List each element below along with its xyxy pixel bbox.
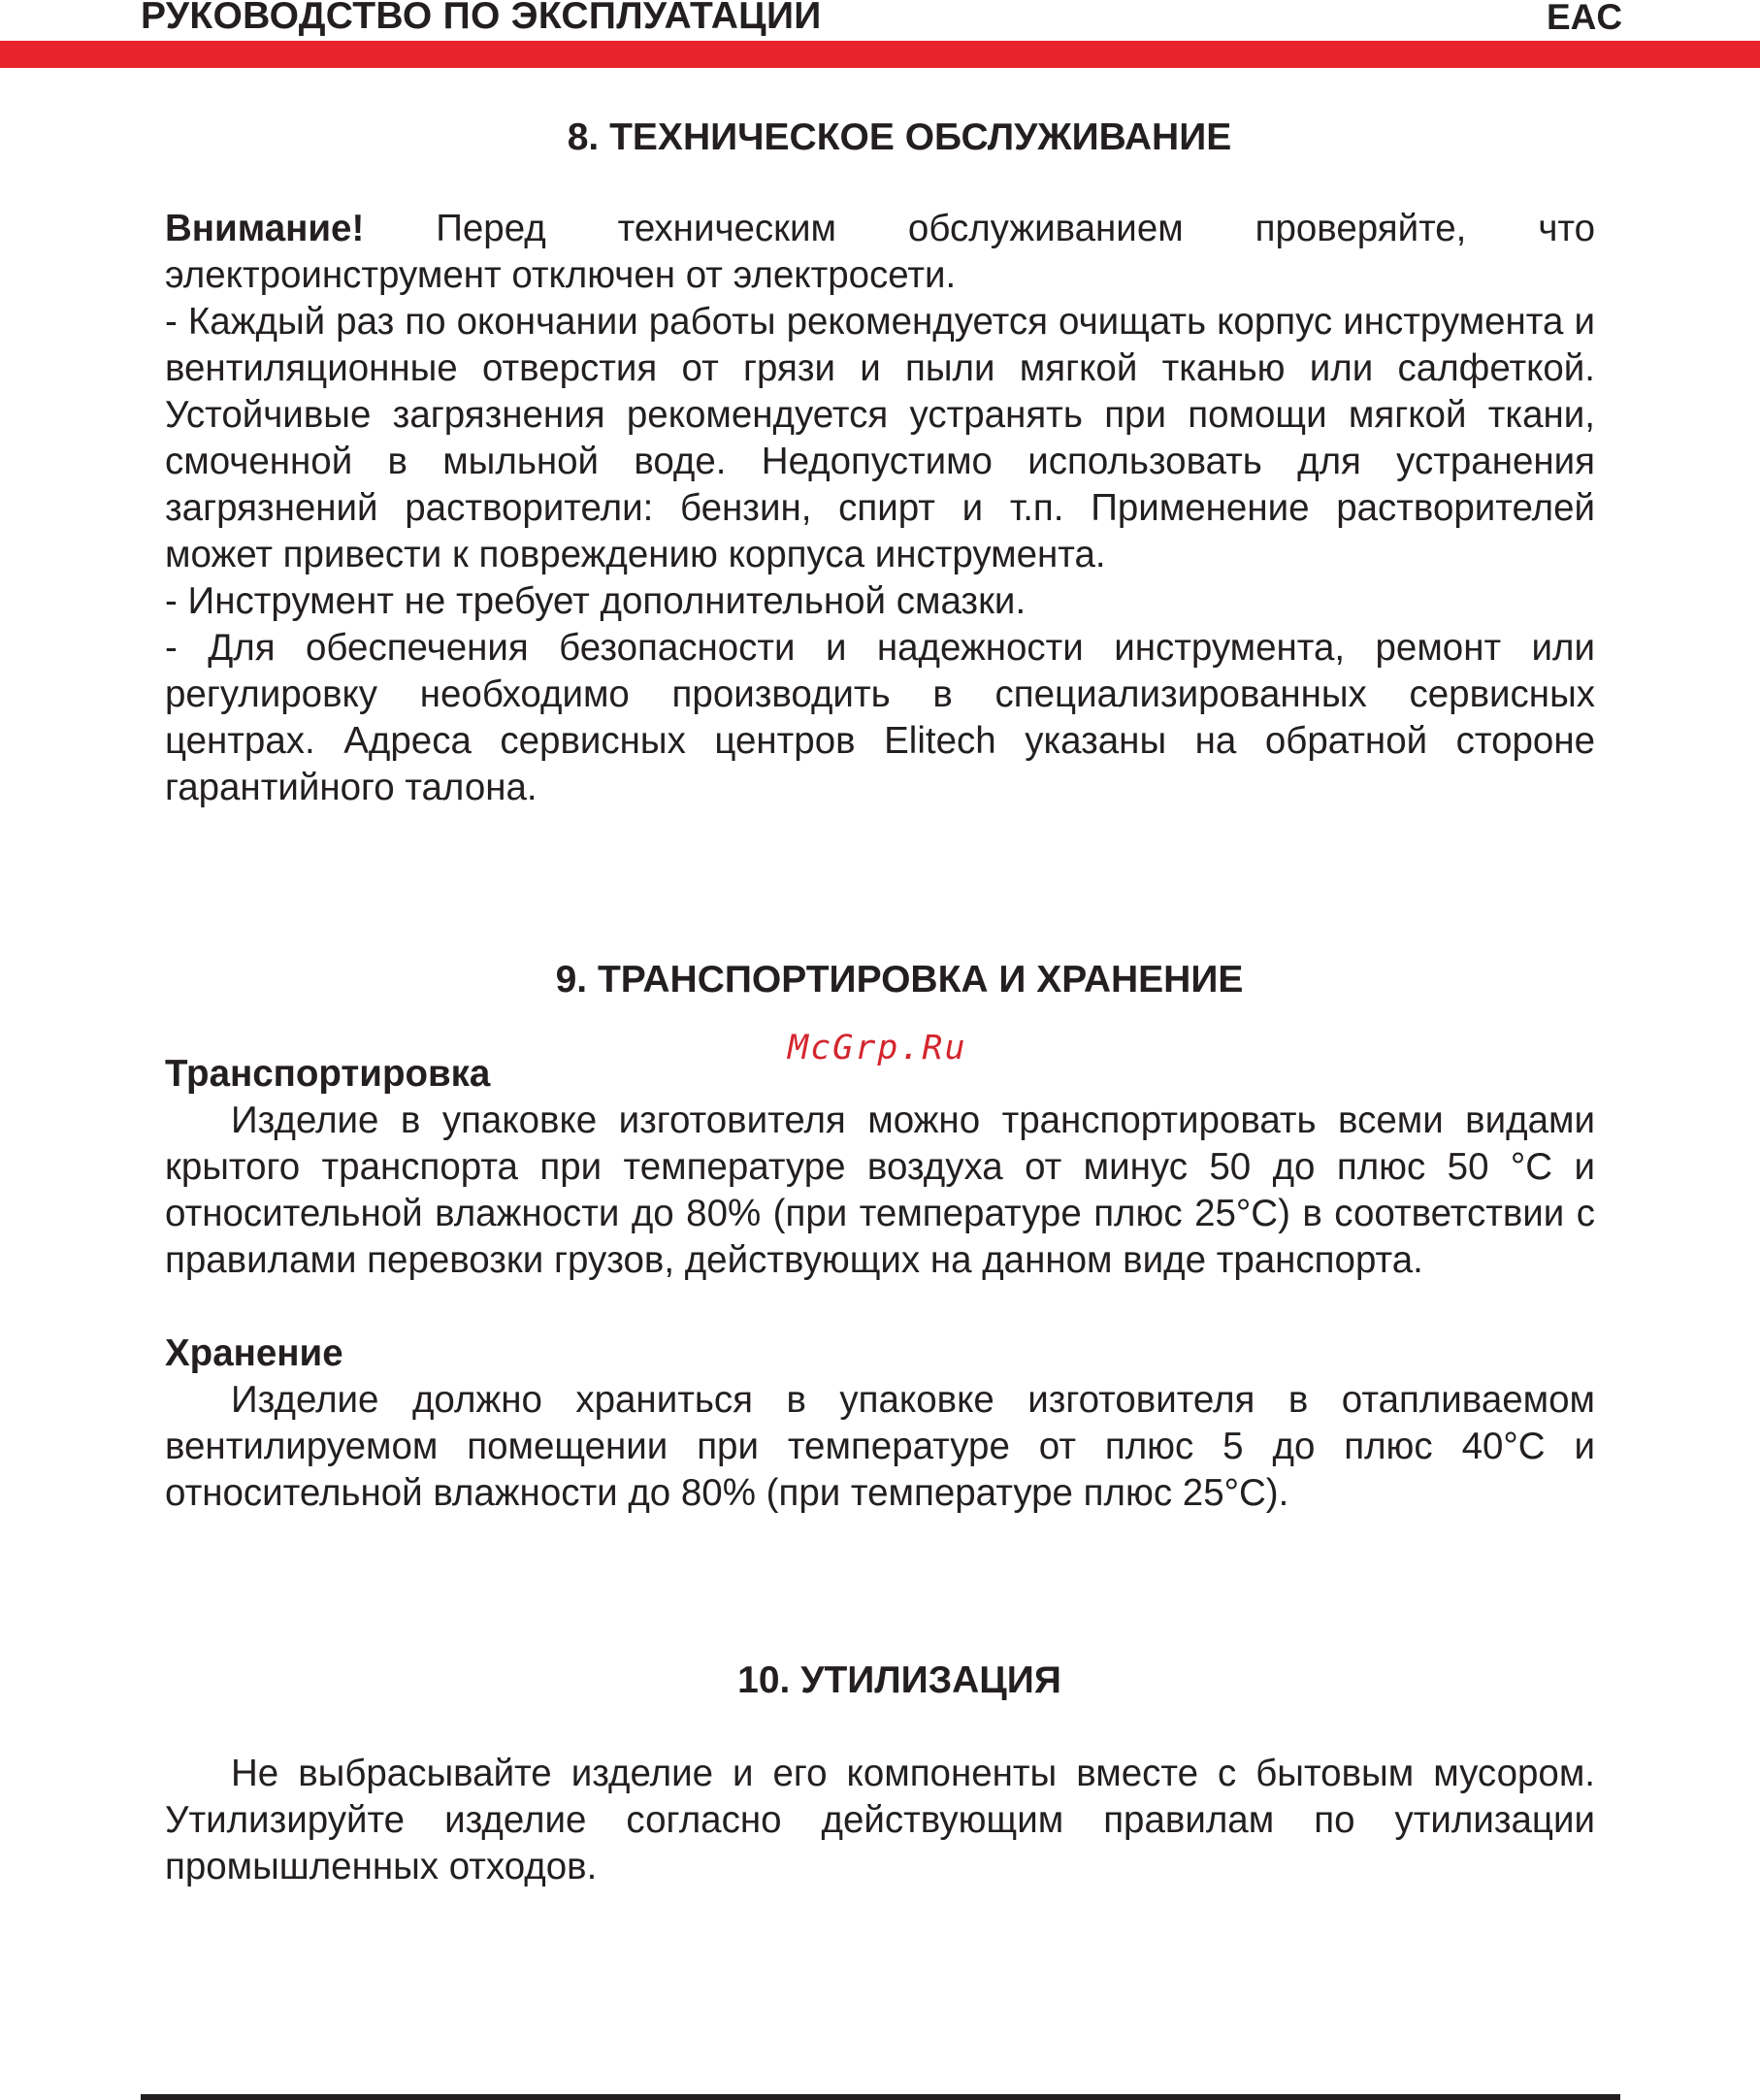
maintenance-lubrication-paragraph: - Инструмент не требует дополнительной смазки.: [165, 580, 1027, 622]
transport-paragraph: Изделие в упаковке изготовителя можно транспортировать всеми видами крытого транспорта при температуре воздуха от минус 50 до плюс 50 °С и относительной влажности до 80% (при температуре плюс 25°С) в соответствии с правилами перевозки грузов, действующих на данном виде транспорта.: [165, 1099, 1595, 1281]
warning-paragraph: [165, 206, 1595, 299]
maintenance-cleaning-paragraph: - Каждый раз по окончании работы рекомендуется очищать корпус инструмента и вентиляционные отверстия от грязи и пыли мягкой тканью или салфеткой. Устойчивые загрязнения рекомендуется устранять при помощи мягкой ткани, смоченной в мыльной воде. Недопустимо использовать для устранения загрязнений растворители: бензин, спирт и т.п. Применение растворителей может привести к повреждению корпуса инструмента.: [165, 301, 1595, 575]
footer-line: [141, 2094, 1620, 2100]
section-10-title: 10. УТИЛИЗАЦИЯ: [737, 1659, 1061, 1701]
eac-mark: EAC: [1547, 0, 1623, 37]
page-content: [165, 115, 1595, 1890]
disposal-paragraph: Не выбрасывайте изделие и его компоненты вместе с бытовым мусором. Утилизируйте изделие согласно действующим правилам по утилизации промышленных отходов.: [165, 1753, 1595, 1887]
warning-label: Внимание!: [165, 208, 365, 249]
header-title: РУКОВОДСТВО ПО ЭКСПЛУАТАЦИИ: [141, 0, 822, 37]
section-8-title: 8. ТЕХНИЧЕСКОЕ ОБСЛУЖИВАНИЕ: [567, 116, 1232, 158]
warning-text: Перед техническим обслуживанием проверяйте, что электроинструмент отключен от электросети.: [165, 208, 1595, 296]
section-9-title: 9. ТРАНСПОРТИРОВКА И ХРАНЕНИЕ: [555, 959, 1244, 1001]
header-red-bar: [0, 41, 1760, 68]
transport-heading: Транспортировка: [165, 1053, 491, 1095]
watermark: McGrp.Ru: [788, 1029, 967, 1067]
maintenance-service-paragraph: - Для обеспечения безопасности и надежности инструмента, ремонт или регулировку необходимо производить в специализированных сервисных центрах. Адреса сервисных центров Elitech указаны на обратной стороне гарантийного талона.: [165, 627, 1595, 808]
storage-heading: Хранение: [165, 1332, 343, 1374]
storage-paragraph: Изделие должно храниться в упаковке изготовителя в отапливаемом вентилируемом помещении при температуре от плюс 5 до плюс 40°С и относительной влажности до 80% (при температуре плюс 25°С).: [165, 1379, 1595, 1514]
